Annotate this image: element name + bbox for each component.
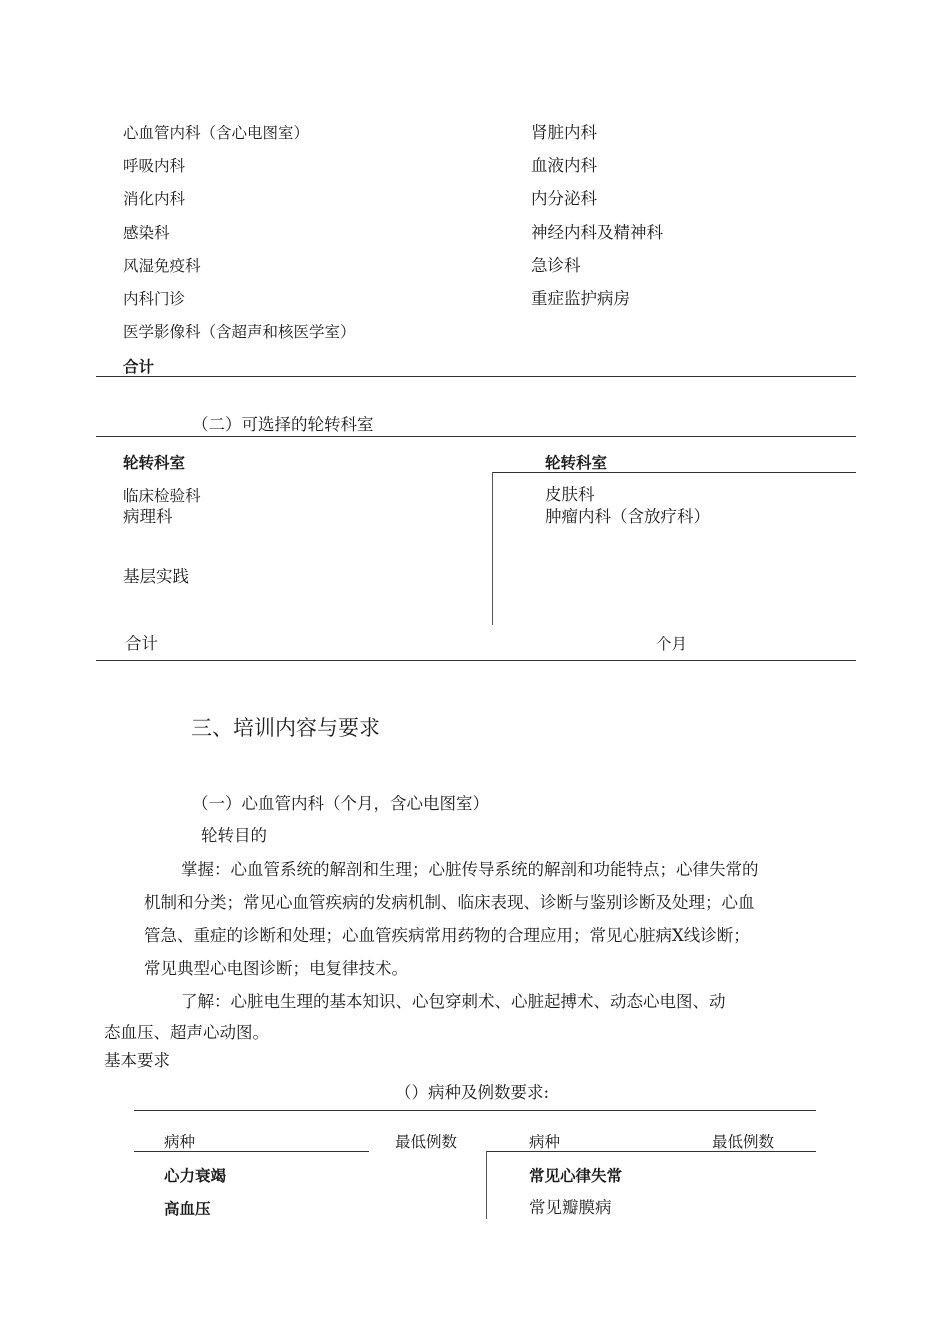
column-header: 最低例数	[712, 1133, 775, 1151]
paragraph-line: 态血压、超声心动图。	[104, 1023, 269, 1042]
dept-item: 呼吸内科	[123, 157, 186, 175]
table-rule	[487, 1151, 816, 1152]
dept-item: 皮肤科	[545, 485, 595, 504]
column-header: 轮转科室	[545, 454, 608, 472]
paragraph-line: 了解：心脏电生理的基本知识、心包穿刺术、心脏起搏术、动态心电图、动	[181, 992, 726, 1011]
dept-item: 神经内科及精神科	[531, 223, 663, 242]
dept-item: 内科门诊	[123, 290, 186, 308]
dept-item: 重症监护病房	[531, 289, 630, 308]
total-label: 合计	[125, 634, 158, 653]
table-rule	[134, 1151, 369, 1152]
disease-row: 心力衰竭	[164, 1167, 227, 1185]
column-header: 病种	[529, 1133, 561, 1151]
total-label: 合计	[123, 358, 155, 376]
table-rule	[134, 1110, 816, 1111]
table-rule	[96, 436, 856, 437]
dept-item: 临床检验科	[123, 487, 201, 505]
dept-item: 基层实践	[123, 567, 189, 586]
paragraph-line: 掌握：心血管系统的解剖和生理；心脏传导系统的解剖和功能特点；心律失常的	[181, 860, 759, 879]
column-header: 最低例数	[395, 1133, 458, 1151]
dept-item: 急诊科	[531, 256, 581, 275]
dept-item: 内分泌科	[531, 189, 597, 208]
section2-title: （二）可选择的轮转科室	[192, 415, 374, 434]
basic-requirements-label: 基本要求	[104, 1051, 170, 1070]
dept-item: 消化内科	[123, 190, 186, 208]
table-rule	[493, 472, 856, 473]
disease-row: 常见心律失常	[529, 1167, 623, 1185]
column-header: 轮转科室	[123, 454, 186, 472]
table-rule	[96, 660, 856, 661]
column-header: 病种	[164, 1133, 196, 1151]
dept-item: 感染科	[123, 224, 170, 242]
disease-row: 高血压	[164, 1200, 211, 1218]
column-divider	[486, 1151, 487, 1219]
disease-row: 常见瓣膜病	[529, 1198, 612, 1217]
paragraph-line: 机制和分类；常见心血管疾病的发病机制、临床表现、诊断与鉴别诊断及处理；心血	[144, 893, 755, 912]
dept-item: 肾脏内科	[531, 123, 597, 142]
purpose-label: 轮转目的	[201, 826, 267, 845]
table-caption: （）病种及例数要求:	[395, 1083, 550, 1102]
paragraph-line: 管急、重症的诊断和处理；心血管疾病常用药物的合理应用；常见心脏病X线诊断；	[144, 926, 750, 945]
dept-item: 血液内科	[531, 156, 597, 175]
dept-item: 病理科	[123, 507, 173, 526]
paragraph-line: 常见典型心电图诊断；电复律技术。	[144, 959, 408, 978]
dept-item: 风湿免疫科	[123, 257, 201, 275]
dept-item: 肿瘤内科（含放疗科）	[545, 507, 710, 526]
dept-item: 心血管内科（含心电图室）	[123, 124, 310, 142]
column-divider	[492, 472, 493, 625]
dept-item: 医学影像科（含超声和核医学室）	[123, 323, 356, 341]
section3-heading: 三、培训内容与要求	[191, 716, 380, 740]
months-label: 个月	[656, 635, 688, 653]
subsection-title: （一）心血管内科（个月，含心电图室）	[192, 794, 489, 813]
table-rule	[96, 376, 856, 377]
